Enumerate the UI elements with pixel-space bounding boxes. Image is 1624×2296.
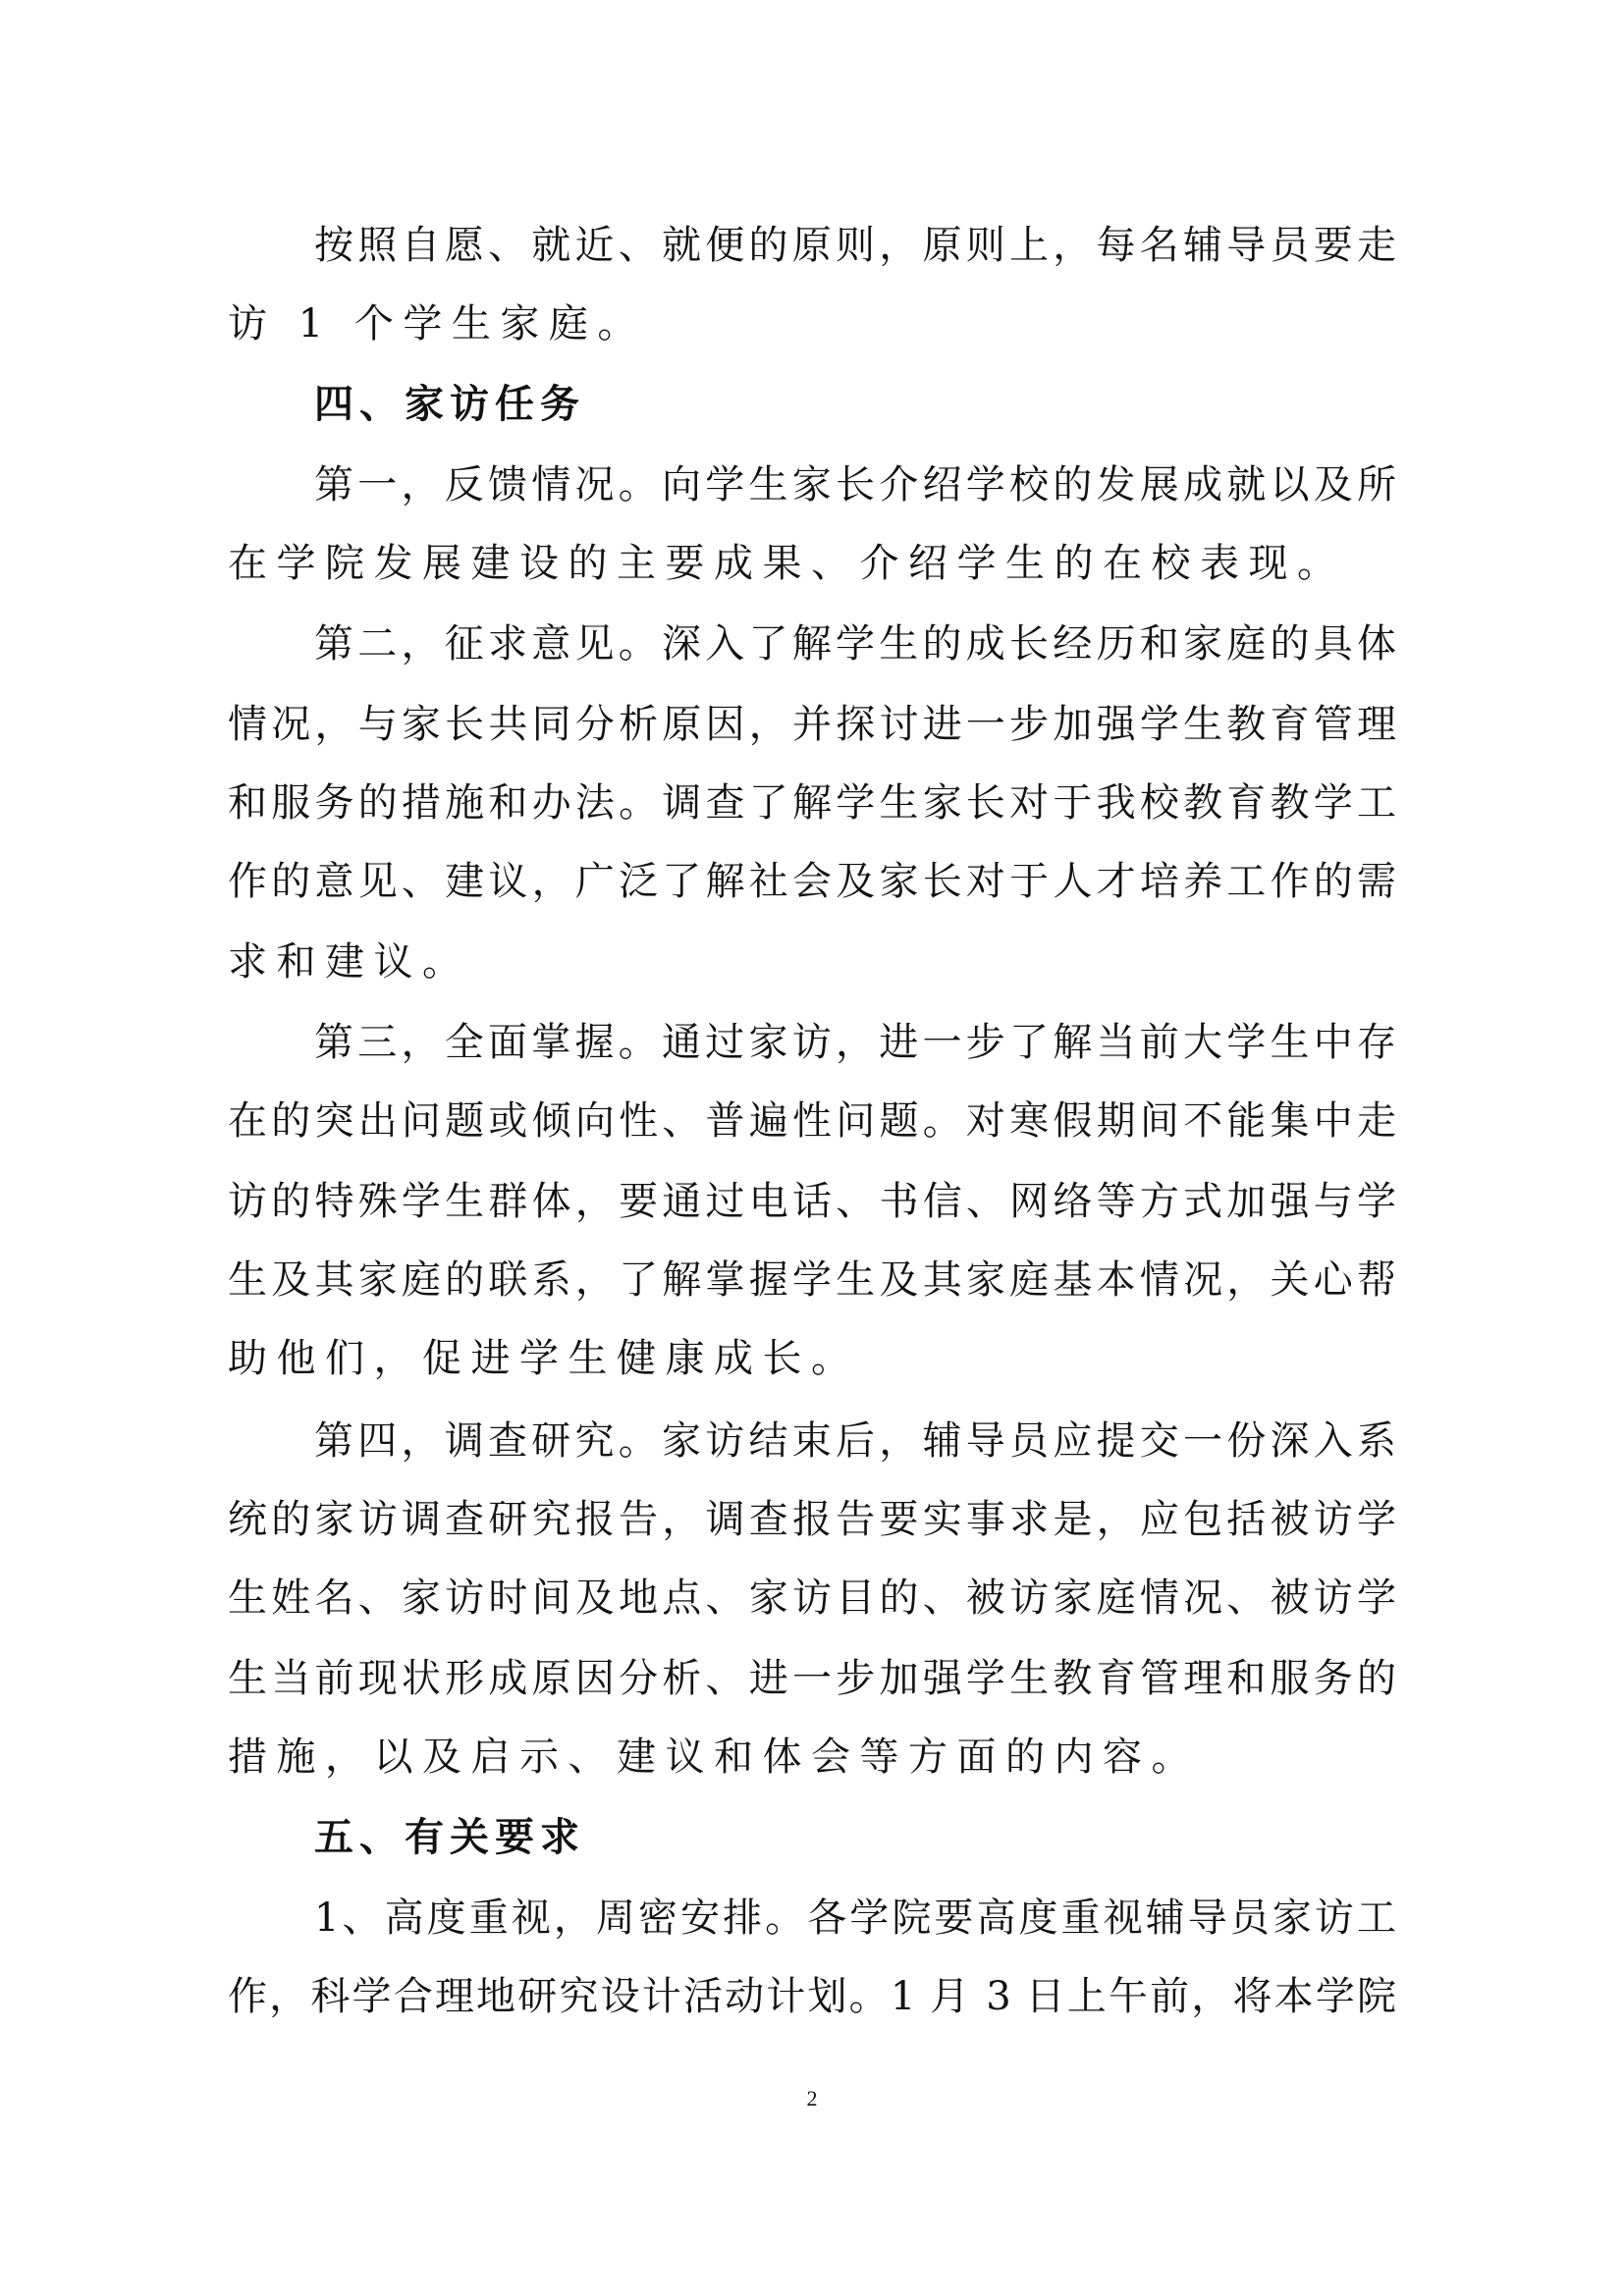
paragraph-line: 按照自愿、就近、就便的原则，原则上，每名辅导员要走 <box>314 223 1396 268</box>
paragraph-line: 1、高度重视，周密安排。各学院要高度重视辅导员家访工 <box>314 1896 1396 1941</box>
paragraph-line: 访 1 个学生家庭。 <box>228 301 646 347</box>
paragraph-line: 访的特殊学生群体，要通过电话、书信、网络等方式加强与学 <box>228 1179 1396 1224</box>
paragraph-line: 生及其家庭的联系，了解掌握学生及其家庭基本情况，关心帮 <box>228 1257 1396 1303</box>
paragraph-line: 第三，全面掌握。通过家访，进一步了解当前大学生中存 <box>314 1020 1396 1065</box>
paragraph-line: 助他们，促进学生健康成长。 <box>228 1336 860 1381</box>
paragraph-line: 情况，与家长共同分析原因，并探讨进一步加强学生教育管理 <box>228 702 1396 747</box>
paragraph-line: 作的意见、建议，广泛了解社会及家长对于人才培养工作的需 <box>228 859 1396 904</box>
paragraph-line: 和服务的措施和办法。调查了解学生家长对于我校教育教学工 <box>228 780 1396 826</box>
paragraph-line: 在的突出问题或倾向性、普遍性问题。对寒假期间不能集中走 <box>228 1098 1396 1144</box>
paragraph-line: 求和建议。 <box>228 939 471 985</box>
section-heading-requirements: 五、有关要求 <box>314 1815 585 1860</box>
paragraph-line: 在学院发展建设的主要成果、介绍学生的在校表现。 <box>228 541 1346 586</box>
section-heading-tasks: 四、家访任务 <box>314 382 585 427</box>
paragraph-line: 生当前现状形成原因分析、进一步加强学生教育管理和服务的 <box>228 1656 1396 1701</box>
paragraph-line: 第一，反馈情况。向学生家长介绍学校的发展成就以及所 <box>314 462 1396 507</box>
paragraph-line: 生姓名、家访时间及地点、家访目的、被访家庭情况、被访学 <box>228 1575 1396 1621</box>
paragraph-line: 措施，以及启示、建议和体会等方面的内容。 <box>228 1735 1200 1780</box>
paragraph-line: 作，科学合理地研究设计活动计划。1 月 3 日上午前，将本学院 <box>228 1974 1396 2019</box>
paragraph-line: 第二，征求意见。深入了解学生的成长经历和家庭的具体 <box>314 621 1396 667</box>
paragraph-line: 统的家访调查研究报告，调查报告要实事求是，应包括被访学 <box>228 1497 1396 1542</box>
page-number: 2 <box>806 2086 818 2110</box>
paragraph-line: 第四，调查研究。家访结束后，辅导员应提交一份深入系 <box>314 1418 1396 1464</box>
